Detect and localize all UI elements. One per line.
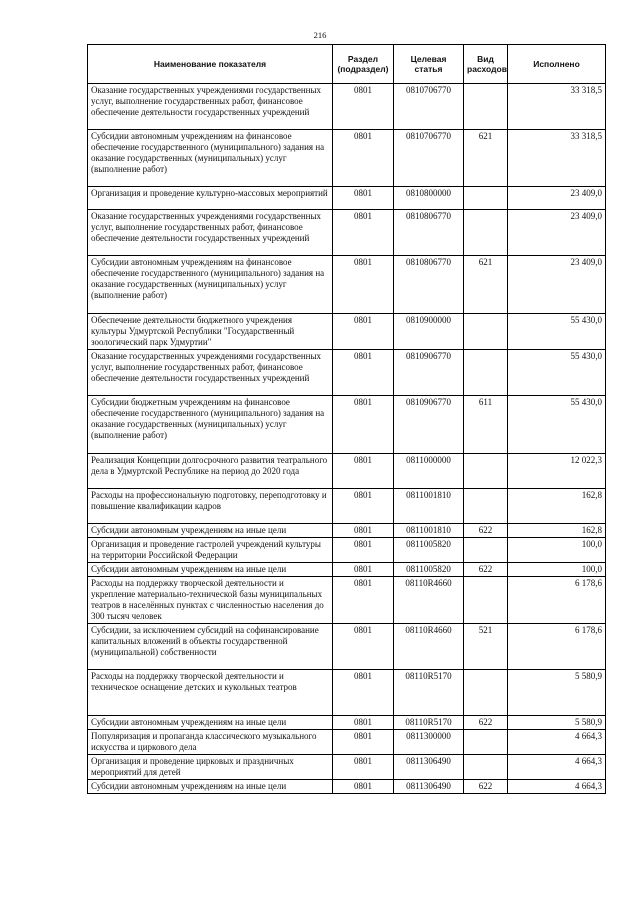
- cell-target: 0811306490: [394, 780, 464, 794]
- cell-name: Субсидии автономным учреждениям на иные цели: [88, 563, 333, 577]
- cell-kind: [464, 314, 508, 350]
- cell-name: Субсидии автономным учреждениям на иные цели: [88, 716, 333, 730]
- cell-kind: 622: [464, 563, 508, 577]
- cell-target: 0810900000: [394, 314, 464, 350]
- table-row: [88, 187, 606, 210]
- cell-kind: [464, 84, 508, 130]
- cell-name: Субсидии автономным учреждениям на иные цели: [88, 524, 333, 538]
- cell-section: 0801: [333, 210, 394, 256]
- cell-executed: 12 022,3: [508, 454, 606, 489]
- cell-kind: 621: [464, 130, 508, 187]
- cell-target: 08110R5170: [394, 670, 464, 716]
- cell-executed: 33 318,5: [508, 130, 606, 187]
- cell-section: 0801: [333, 577, 394, 624]
- cell-name: Оказание государственных учреждениями государственных услуг, выполнение государственных работ, финансовое обеспечение деятельности государственных учреждений: [88, 84, 333, 130]
- table-row: [88, 130, 606, 187]
- page-number: 216: [313, 30, 327, 40]
- cell-kind: [464, 670, 508, 716]
- cell-executed: 4 664,3: [508, 730, 606, 755]
- table-row: [88, 396, 606, 454]
- cell-section: 0801: [333, 524, 394, 538]
- cell-executed: 23 409,0: [508, 187, 606, 210]
- cell-name: Субсидии автономным учреждениям на финансовое обеспечение государственного (муниципального) задания на оказание государственных (муниципальных) услуг (выполнение работ): [88, 130, 333, 187]
- cell-executed: 6 178,6: [508, 577, 606, 624]
- table-row: [88, 780, 606, 794]
- cell-target: 0811005820: [394, 563, 464, 577]
- cell-executed: 4 664,3: [508, 755, 606, 780]
- cell-name: Расходы на поддержку творческой деятельности и техническое оснащение детских и кукольных театров: [88, 670, 333, 716]
- cell-kind: [464, 454, 508, 489]
- cell-section: 0801: [333, 755, 394, 780]
- table-row: [88, 670, 606, 716]
- cell-target: 0810706770: [394, 130, 464, 187]
- cell-executed: 23 409,0: [508, 210, 606, 256]
- cell-section: 0801: [333, 538, 394, 563]
- cell-kind: 622: [464, 716, 508, 730]
- cell-executed: 6 178,6: [508, 624, 606, 670]
- cell-section: 0801: [333, 454, 394, 489]
- cell-executed: 4 664,3: [508, 780, 606, 794]
- cell-name: Организация и проведение культурно-массовых мероприятий: [88, 187, 333, 210]
- cell-kind: 621: [464, 256, 508, 314]
- cell-section: 0801: [333, 130, 394, 187]
- cell-executed: 162,8: [508, 524, 606, 538]
- cell-section: 0801: [333, 396, 394, 454]
- cell-target: 0811300000: [394, 730, 464, 755]
- cell-name: Субсидии автономным учреждениям на финансовое обеспечение государственного (муниципального) задания на оказание государственных (муниципальных) услуг (выполнение работ): [88, 256, 333, 314]
- cell-executed: 33 318,5: [508, 84, 606, 130]
- cell-section: 0801: [333, 730, 394, 755]
- cell-executed: 55 430,0: [508, 396, 606, 454]
- header-executed: Исполнено: [508, 45, 606, 84]
- cell-section: 0801: [333, 716, 394, 730]
- table-row: [88, 489, 606, 524]
- cell-kind: 611: [464, 396, 508, 454]
- header-name: Наименование показателя: [88, 45, 333, 84]
- table-row: [88, 210, 606, 256]
- cell-kind: [464, 755, 508, 780]
- cell-name: Организация и проведение цирковых и праздничных мероприятий для детей: [88, 755, 333, 780]
- cell-executed: 162,8: [508, 489, 606, 524]
- cell-target: 0811001810: [394, 524, 464, 538]
- cell-kind: 622: [464, 780, 508, 794]
- cell-target: 0810906770: [394, 396, 464, 454]
- table-row: [88, 454, 606, 489]
- cell-kind: [464, 730, 508, 755]
- cell-section: 0801: [333, 84, 394, 130]
- cell-section: 0801: [333, 256, 394, 314]
- cell-kind: 521: [464, 624, 508, 670]
- cell-executed: 100,0: [508, 563, 606, 577]
- cell-executed: 55 430,0: [508, 350, 606, 396]
- cell-name: Популяризация и пропаганда классического музыкального искусства и циркового дела: [88, 730, 333, 755]
- cell-target: 0810706770: [394, 84, 464, 130]
- table-row: [88, 624, 606, 670]
- cell-target: 0810906770: [394, 350, 464, 396]
- cell-section: 0801: [333, 670, 394, 716]
- cell-target: 08110R4660: [394, 577, 464, 624]
- cell-name: Организация и проведение гастролей учреждений культуры на территории Российской Федерации: [88, 538, 333, 563]
- cell-name: Расходы на профессиональную подготовку, переподготовку и повышение квалификации кадров: [88, 489, 333, 524]
- cell-target: 0811005820: [394, 538, 464, 563]
- table-row: [88, 524, 606, 538]
- table-row: [88, 350, 606, 396]
- cell-target: 0810806770: [394, 210, 464, 256]
- cell-executed: 55 430,0: [508, 314, 606, 350]
- table-row: [88, 563, 606, 577]
- cell-target: 0811001810: [394, 489, 464, 524]
- table-row: [88, 314, 606, 350]
- budget-table: [87, 44, 606, 794]
- cell-section: 0801: [333, 489, 394, 524]
- cell-section: 0801: [333, 563, 394, 577]
- cell-name: Субсидии автономным учреждениям на иные цели: [88, 780, 333, 794]
- cell-name: Субсидии, за исключением субсидий на софинансирование капитальных вложений в объекты государственной (муниципальной) собственности: [88, 624, 333, 670]
- table-header-row: [88, 45, 606, 84]
- cell-executed: 5 580,9: [508, 716, 606, 730]
- cell-kind: [464, 187, 508, 210]
- cell-kind: [464, 489, 508, 524]
- table-row: [88, 538, 606, 563]
- table-row: [88, 84, 606, 130]
- cell-executed: 100,0: [508, 538, 606, 563]
- cell-target: 0810800000: [394, 187, 464, 210]
- cell-name: Оказание государственных учреждениями государственных услуг, выполнение государственных работ, финансовое обеспечение деятельности государственных учреждений: [88, 350, 333, 396]
- cell-section: 0801: [333, 187, 394, 210]
- cell-target: 0810806770: [394, 256, 464, 314]
- table-row: [88, 716, 606, 730]
- cell-kind: [464, 538, 508, 563]
- table-row: [88, 256, 606, 314]
- table-row: [88, 577, 606, 624]
- cell-kind: [464, 210, 508, 256]
- cell-executed: 5 580,9: [508, 670, 606, 716]
- cell-section: 0801: [333, 624, 394, 670]
- cell-section: 0801: [333, 314, 394, 350]
- cell-section: 0801: [333, 350, 394, 396]
- cell-target: 0811306490: [394, 755, 464, 780]
- table-row: [88, 755, 606, 780]
- cell-kind: [464, 577, 508, 624]
- cell-name: Реализация Концепции долгосрочного развития театрального дела в Удмуртской Республике на период до 2020 года: [88, 454, 333, 489]
- cell-target: 08110R5170: [394, 716, 464, 730]
- cell-target: 08110R4660: [394, 624, 464, 670]
- cell-name: Расходы на поддержку творческой деятельности и укрепление материально-технической базы муниципальных театров в населённых пунктах с численностью населения до 300 тысяч человек: [88, 577, 333, 624]
- cell-name: Оказание государственных учреждениями государственных услуг, выполнение государственных работ, финансовое обеспечение деятельности государственных учреждений: [88, 210, 333, 256]
- header-section: Раздел (подраздел): [333, 45, 394, 84]
- cell-name: Обеспечение деятельности бюджетного учреждения культуры Удмуртской Республики "Государственный зоологический парк Удмуртии": [88, 314, 333, 350]
- cell-target: 0811000000: [394, 454, 464, 489]
- cell-executed: 23 409,0: [508, 256, 606, 314]
- cell-kind: [464, 350, 508, 396]
- cell-name: Субсидии бюджетным учреждениям на финансовое обеспечение государственного (муниципального) задания на оказание государственных (муниципальных) услуг (выполнение работ): [88, 396, 333, 454]
- header-kind: Вид расходов: [464, 45, 508, 84]
- table-row: [88, 730, 606, 755]
- cell-section: 0801: [333, 780, 394, 794]
- header-target: Целевая статья: [394, 45, 464, 84]
- cell-kind: 622: [464, 524, 508, 538]
